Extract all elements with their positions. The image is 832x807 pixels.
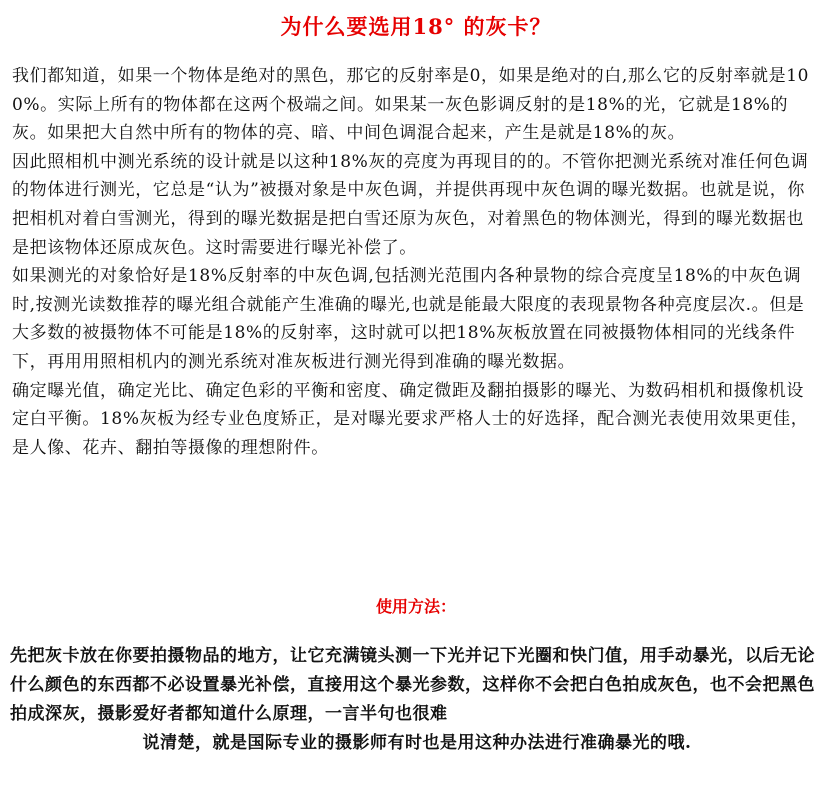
- page-title: 为什么要选用18° 的灰卡？: [280, 14, 552, 39]
- paragraph-gray-card-usage: 如果测光的对象恰好是18%反射率的中灰色调,包括测光范围内各种景物的综合亮度呈18%的中灰色调时,按测光读数推荐的曝光组合就能产生准确的曝光,也就是能最大限度的表现景物各种亮度层次.。但是大多数的被摄物体不可能是18%的反射率，这时就可以把18%灰板放置在同被摄物体相同的光线条件下，再用用照相机内的测光系统对准灰板进行测光得到准确的曝光数据。: [12, 266, 805, 372]
- paragraph-applications: 确定曝光值，确定光比、确定色彩的平衡和密度、确定微距及翻拍摄影的曝光、为数码相机和摄像机设定白平衡。18%灰板为经专业色度矫正，是对曝光要求严格人士的好选择，配合测光表使用效果更佳，是人像、花卉、翻拍等摄像的理想附件。: [12, 380, 809, 458]
- paragraph-metering-system: 因此照相机中测光系统的设计就是以这种18%灰的亮度为再现目的的。不管你把测光系统对准任何色调的物体进行测光，它总是“认为”被摄对象是中灰色调，并提供再现中灰色调的曝光数据。也就是说，你把相机对着白雪测光，得到的曝光数据是把白雪还原为灰色，对着黑色的物体测光，得到的曝光数据也是把该物体还原成灰色。这时需要进行曝光补偿了。: [12, 151, 809, 258]
- article-body: [12, 62, 820, 462]
- paragraph-reflectance: 我们都知道，如果一个物体是绝对的黑色，那它的反射率是0，如果是绝对的白,那么它的反射率就是100%。实际上所有的物体都在这两个极端之间。如果某一灰色影调反射的是18%的光，它就是18%的灰。如果把大自然中所有的物体的亮、暗、中间色调混合起来，产生是就是18%的灰。: [12, 66, 810, 144]
- method-heading: 使用方法：: [375, 597, 456, 616]
- method-body: [10, 642, 824, 758]
- method-last-line: 说清楚，就是国际专业的摄影师有时也是用这种办法进行准确暴光的哦.: [142, 733, 692, 753]
- method-text: 先把灰卡放在你要拍摄物品的地方，让它充满镜头测一下光并记下光圈和快门值，用手动暴光，以后无论什么颜色的东西都不必设置暴光补偿，直接用这个暴光参数，这样你不会把白色拍成灰色，也不会把黑色拍成深灰，摄影爱好者都知道什么原理，一言半句也很难: [10, 646, 815, 724]
